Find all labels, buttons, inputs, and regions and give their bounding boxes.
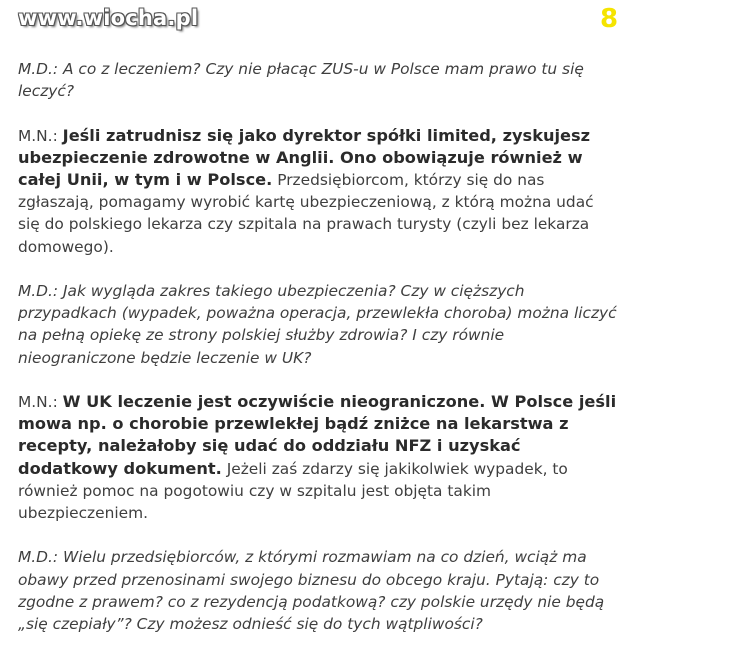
answer-paragraph [18, 391, 618, 524]
question-text: A co z leczeniem? Czy nie płacąc ZUS-u w Polsce mam prawo tu się leczyć? [18, 60, 584, 101]
question-text: Jak wygląda zakres takiego ubezpieczenia? Czy w cięższych przypadkach (wypadek, poważna operacja, przewlekła choroba) można liczyć na pełną opiekę ze strony polskiej służby zdrowia? I czy równie nieograniczone będzie leczenie w UK? [18, 282, 617, 367]
site-watermark-logo: www.wiocha.pl [18, 6, 199, 30]
answer-paragraph [18, 125, 618, 258]
question-text: Wielu przedsiębiorców, z którymi rozmawiam na co dzień, wciąż ma obawy przed przenosinami swojego biznesu do obcego kraju. Pytają: czy to zgodne z prawem? co z rezydencją podatkową? czy polskie urzędy nie będą „się czepiały”? Czy możesz odnieść się do tych wątpliwości? [18, 548, 605, 634]
speaker-label: M.D.: [18, 60, 59, 78]
speaker-label: M.D.: [18, 282, 59, 300]
answer-bold-text: W UK leczenie jest oczywiście nieograniczone. W Polsce jeśli mowa np. o chorobie przewlekłej bądź zniżce na lekarstwa z recepty, należałoby się udać do oddziału NFZ i uzyskać dodatkowy dokument. [18, 392, 617, 478]
answer-bold-text: Jeśli zatrudnisz się jako dyrektor spółki limited, zyskujesz ubezpieczenie zdrowotne w Anglii. Ono obowiązuje również w całej Unii, w tym i w Polsce. [18, 125, 591, 189]
answer-text: Jeżeli zaś zdarzy się jakikolwiek wypadek, to również pomoc na pogotowiu czy w szpitalu jest objęta takim ubezpieczeniem. [18, 459, 568, 523]
question-paragraph [18, 546, 618, 635]
speaker-label: M.N.: [18, 126, 58, 145]
page-number: 8 [600, 4, 619, 34]
speaker-label: M.N.: [18, 393, 58, 411]
answer-text: Przedsiębiorcom, którzy się do nas zgłaszają, pomagamy wyrobić kartę ubezpieczeniową, z którą można udać się do polskiego lekarza czy szpitala na prawach turysty (czyli bez lekarza domowego). [18, 171, 594, 256]
question-paragraph [18, 58, 618, 102]
question-paragraph [18, 280, 618, 369]
interview-article [18, 58, 618, 657]
speaker-label: M.D.: [18, 548, 59, 567]
